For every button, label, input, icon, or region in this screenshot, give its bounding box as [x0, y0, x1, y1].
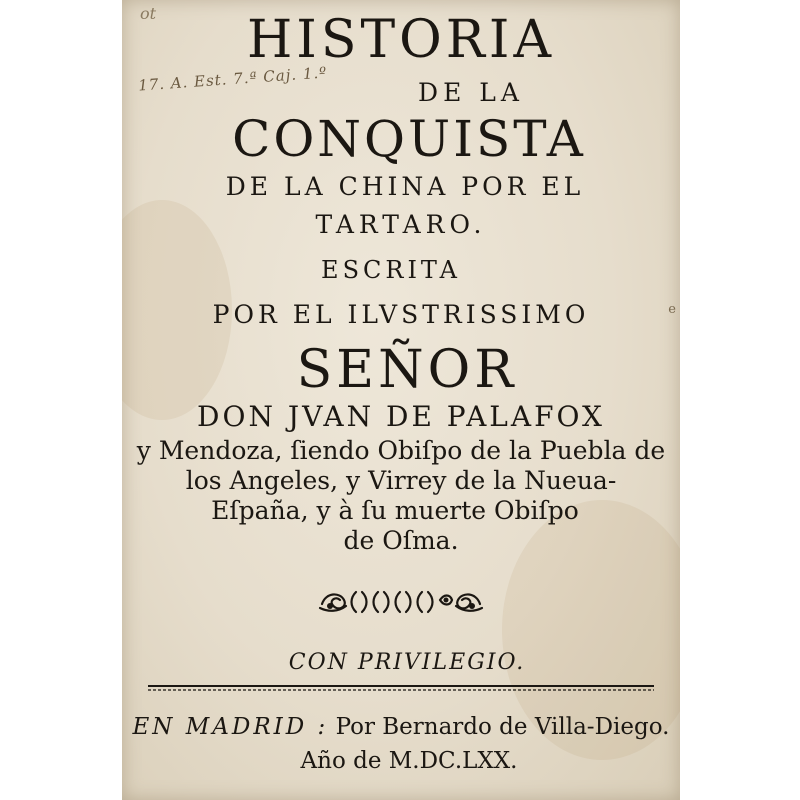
fleuron-ornament-icon — [316, 586, 486, 616]
author-name: DON JVAN DE PALAFOX — [197, 400, 605, 433]
handwritten-annotation: 17. A. Est. 7.ª Caj. 1.º — [137, 63, 328, 95]
author-honorific: SEÑOR — [296, 340, 518, 400]
author-intro-1: ESCRITA — [321, 256, 461, 284]
title-line-1: HISTORIA — [246, 10, 556, 70]
corner-annotation: ot — [140, 4, 157, 23]
printer-ornament — [122, 586, 680, 616]
author-detail-4: de Oſma. — [343, 526, 459, 555]
edge-annotation: e — [668, 302, 676, 317]
title-line-5: TARTARO. — [315, 210, 487, 239]
imprint-date: Año de M.DC.LXX. — [300, 748, 518, 774]
author-detail-1: y Mendoza, ſiendo Obiſpo de la Puebla de — [136, 436, 666, 465]
privilege-notice: CON PRIVILEGIO. — [288, 650, 526, 675]
horizontal-rule — [148, 684, 654, 692]
imprint-place: EN MADRID : — [132, 714, 329, 740]
title-line-2: DE LA — [418, 78, 524, 107]
imprint-printer: Por Bernardo de Villa-Diego. — [335, 714, 670, 740]
author-intro-2: POR EL ILVSTRISSIMO — [212, 300, 590, 329]
author-detail-2: los Angeles, y Virrey de la Nueua- — [185, 466, 617, 495]
imprint-line-1 — [122, 714, 680, 740]
title-line-3: CONQUISTA — [232, 110, 586, 168]
title-page — [122, 0, 680, 800]
author-detail-3: Eſpaña, y à ſu muerte Obiſpo — [211, 496, 579, 525]
title-line-4: DE LA CHINA POR EL — [225, 172, 585, 201]
